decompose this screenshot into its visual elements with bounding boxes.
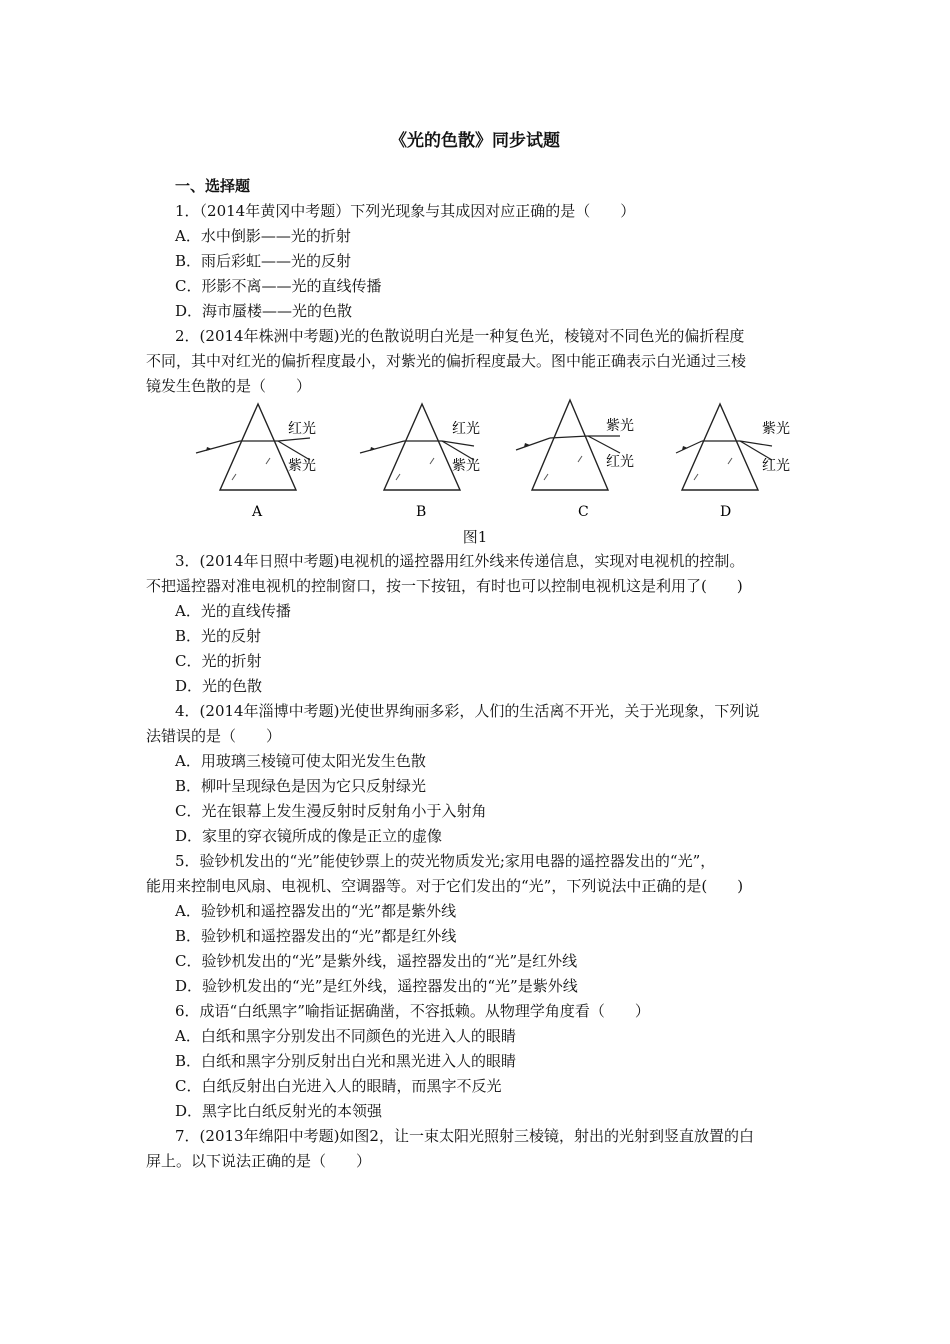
q3-option-b: B．光的反射 bbox=[175, 627, 262, 645]
q4-line-1: 4．(2014年淄博中考题)光使世界绚丽多彩，人们的生活离不开光，关于光现象，下列说 bbox=[175, 702, 760, 720]
q7-line-1: 7．(2013年绵阳中考题)如图2，让一束太阳光照射三棱镜，射出的光射到竖直放置的白 bbox=[175, 1127, 754, 1145]
q5-line-1: 5．验钞机发出的“光”能使钞票上的荧光物质发光;家用电器的遥控器发出的“光”， bbox=[175, 852, 716, 870]
q4-option-a: A．用玻璃三棱镜可使太阳光发生色散 bbox=[175, 752, 426, 770]
panel-d-top-label: 紫光 bbox=[762, 421, 790, 437]
q4-option-b: B．柳叶呈现绿色是因为它只反射绿光 bbox=[175, 777, 427, 795]
q1-option-c: C．形影不离——光的直线传播 bbox=[175, 277, 382, 295]
q1-stem: 1．（2014年黄冈中考题）下列光现象与其成因对应正确的是（ ） bbox=[175, 202, 636, 220]
panel-c-bottom-label: 红光 bbox=[606, 454, 634, 470]
prism-panel-d bbox=[676, 404, 790, 520]
q4-option-d: D．家里的穿衣镜所成的像是正立的虚像 bbox=[175, 827, 443, 845]
q5-option-c: C．验钞机发出的“光”是紫外线，遥控器发出的“光”是红外线 bbox=[175, 952, 578, 970]
panel-a-bottom-label: 紫光 bbox=[288, 458, 316, 474]
q6-option-d: D．黑字比白纸反射光的本领强 bbox=[175, 1102, 383, 1120]
q6-option-a: A．白纸和黑字分别发出不同颜色的光进入人的眼睛 bbox=[175, 1027, 516, 1045]
q5-option-a: A．验钞机和遥控器发出的“光”都是紫外线 bbox=[175, 902, 457, 920]
panel-c-letter: C bbox=[578, 504, 589, 520]
panel-b-letter: B bbox=[416, 504, 427, 520]
panel-b-bottom-label: 紫光 bbox=[452, 458, 480, 474]
q1-option-d: D．海市蜃楼——光的色散 bbox=[175, 302, 353, 320]
q6-option-b: B．白纸和黑字分别反射出白光和黑光进入人的眼睛 bbox=[175, 1052, 517, 1070]
panel-d-letter: D bbox=[720, 504, 732, 520]
prism-figure bbox=[190, 398, 810, 528]
q5-option-b: B．验钞机和遥控器发出的“光”都是红外线 bbox=[175, 927, 457, 945]
q3-option-c: C．光的折射 bbox=[175, 652, 262, 670]
q1-option-b: B．雨后彩虹——光的反射 bbox=[175, 252, 352, 270]
q3-option-a: A．光的直线传播 bbox=[175, 602, 291, 620]
q1-option-a: A．水中倒影——光的折射 bbox=[175, 227, 351, 245]
section-heading: 一、选择题 bbox=[175, 177, 251, 195]
panel-a-letter: A bbox=[252, 504, 263, 520]
panel-d-bottom-label: 红光 bbox=[762, 458, 790, 474]
q5-line-2: 能用来控制电风扇、电视机、空调器等。对于它们发出的“光”，下列说法中正确的是( ) bbox=[146, 877, 744, 895]
q3-option-d: D．光的色散 bbox=[175, 677, 263, 695]
panel-a-top-label: 红光 bbox=[288, 421, 316, 437]
q2-line-1: 2．(2014年株洲中考题)光的色散说明白光是一种复色光，棱镜对不同色光的偏折程度 bbox=[175, 327, 745, 345]
prism-panel-c bbox=[516, 400, 634, 520]
prism-panel-b bbox=[360, 404, 480, 520]
q5-option-d: D．验钞机发出的“光”是红外线，遥控器发出的“光”是紫外线 bbox=[175, 977, 578, 995]
prism-panel-a bbox=[196, 404, 316, 520]
q3-line-2: 不把遥控器对准电视机的控制窗口，按一下按钮，有时也可以控制电视机这是利用了( ) bbox=[146, 577, 743, 595]
q6-option-c: C．白纸反射出白光进入人的眼睛，而黑字不反光 bbox=[175, 1077, 502, 1095]
q2-line-2: 不同，其中对红光的偏折程度最小，对紫光的偏折程度最大。图中能正确表示白光通过三棱 bbox=[146, 352, 747, 370]
q4-line-2: 法错误的是（ ） bbox=[146, 727, 282, 745]
q7-line-2: 屏上。以下说法正确的是（ ） bbox=[146, 1152, 372, 1170]
page-title: 《光的色散》同步试题 bbox=[390, 131, 560, 151]
q4-option-c: C．光在银幕上发生漫反射时反射角小于入射角 bbox=[175, 802, 487, 820]
panel-b-top-label: 红光 bbox=[452, 421, 480, 437]
q3-line-1: 3．(2014年日照中考题)电视机的遥控器用红外线来传递信息，实现对电视机的控制。 bbox=[175, 552, 745, 570]
q2-line-3: 镜发生色散的是（ ） bbox=[146, 377, 312, 395]
figure-caption: 图1 bbox=[462, 528, 488, 546]
panel-c-top-label: 紫光 bbox=[606, 418, 634, 434]
q6-stem: 6．成语“白纸黑字”喻指证据确凿，不容抵赖。从物理学角度看（ ） bbox=[175, 1002, 650, 1020]
